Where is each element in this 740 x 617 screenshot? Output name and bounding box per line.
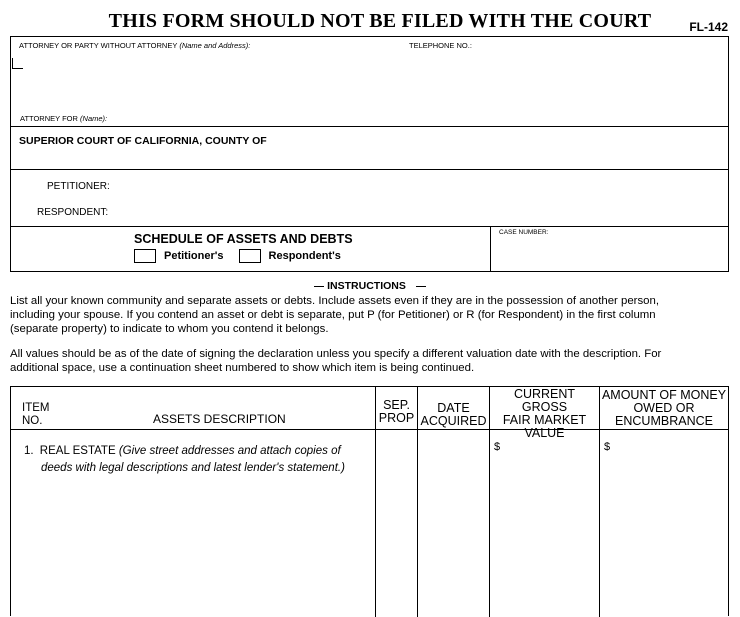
header-value-line1: CURRENT GROSS bbox=[513, 387, 576, 414]
dash-left bbox=[314, 286, 324, 287]
row1-hint-line1: (Give street addresses and attach copies of bbox=[118, 445, 341, 457]
dash-right bbox=[416, 286, 426, 287]
instructions-paragraph-2 bbox=[10, 347, 735, 375]
attorney-box bbox=[10, 36, 729, 127]
parties-box bbox=[10, 169, 729, 227]
row1-sep-prop-field[interactable] bbox=[378, 437, 414, 607]
instructions-p1-line2: including your spouse. If you contend an asset or debt is separate, put P (for Petitioner) or R (for Respondent) in the first column bbox=[10, 309, 656, 321]
header-date-line2: ACQUIRED bbox=[420, 414, 487, 428]
respondent-field[interactable] bbox=[123, 205, 713, 219]
header-sep-prop bbox=[376, 399, 417, 425]
form-number: FL-142 bbox=[689, 20, 728, 34]
row1-number: 1. bbox=[24, 445, 34, 457]
row1-line2 bbox=[24, 460, 345, 477]
col-current-value bbox=[489, 387, 599, 617]
case-number-divider bbox=[490, 227, 491, 271]
respondent-checkbox[interactable] bbox=[239, 249, 261, 263]
court-box bbox=[10, 126, 729, 170]
row1-date-field[interactable] bbox=[420, 437, 486, 607]
header-owed-line2: OWED OR bbox=[633, 401, 695, 415]
row1-owed-field[interactable] bbox=[604, 441, 724, 457]
header-item-no bbox=[22, 402, 49, 428]
form-title: THIS FORM SHOULD NOT BE FILED WITH THE COURT bbox=[108, 10, 652, 32]
header-value-line3: VALUE bbox=[524, 426, 565, 440]
row1-value-dollar: $ bbox=[494, 441, 501, 453]
header-date-line1: DATE bbox=[437, 401, 470, 415]
schedule-title: SCHEDULE OF ASSETS AND DEBTS bbox=[134, 232, 353, 246]
col-date-acquired bbox=[417, 387, 489, 617]
header-owed-line1: AMOUNT OF MONEY bbox=[601, 388, 727, 402]
county-field[interactable] bbox=[276, 133, 716, 147]
court-label: SUPERIOR COURT OF CALIFORNIA, COUNTY OF bbox=[19, 135, 267, 147]
petitioner-label: PETITIONER: bbox=[47, 181, 110, 192]
row1-line1 bbox=[24, 443, 345, 460]
row1-description-field[interactable] bbox=[15, 482, 370, 602]
text-cursor bbox=[12, 58, 23, 69]
instructions-title: INSTRUCTIONS bbox=[327, 280, 406, 292]
col-amount-owed bbox=[599, 387, 728, 617]
case-number-label: CASE NUMBER: bbox=[499, 229, 549, 236]
respondent-label: RESPONDENT: bbox=[37, 207, 109, 218]
assets-table bbox=[10, 386, 729, 616]
header-amount-owed bbox=[600, 389, 728, 428]
header-item-line1: ITEM bbox=[22, 402, 50, 414]
telephone-label: TELEPHONE NO.: bbox=[409, 41, 472, 50]
header-sep-line2: PROP bbox=[378, 411, 415, 425]
attorney-for-field[interactable] bbox=[111, 112, 711, 124]
petitioner-field[interactable] bbox=[123, 179, 713, 193]
schedule-box bbox=[10, 226, 729, 272]
header-value-line2: FAIR MARKET bbox=[502, 413, 587, 427]
attorney-label: ATTORNEY OR PARTY WITHOUT ATTORNEY (Name and Address): bbox=[19, 41, 251, 50]
case-number-field[interactable] bbox=[499, 241, 724, 267]
attorney-for-label: ATTORNEY FOR (Name): bbox=[20, 114, 108, 123]
telephone-field[interactable] bbox=[481, 39, 721, 51]
petitioner-checkbox[interactable] bbox=[134, 249, 156, 263]
row1-value-field[interactable] bbox=[494, 441, 594, 457]
schedule-options bbox=[134, 249, 341, 263]
header-sep-line1: SEP. bbox=[383, 398, 410, 412]
instructions-p1-line1: List all your known community and separate assets or debts. Include assets even if they are in the possession of another person, bbox=[10, 295, 659, 307]
instructions-p2-line1: All values should be as of the date of signing the declaration unless you specify a different valuation date with the description. For bbox=[10, 348, 662, 360]
col-sep-prop bbox=[375, 387, 417, 617]
instructions-heading bbox=[0, 280, 740, 292]
petitioner-option-label: Petitioner's bbox=[164, 249, 224, 262]
header-date-acquired bbox=[418, 402, 489, 428]
row1-owed-dollar: $ bbox=[604, 441, 611, 453]
instructions-p2-line2: additional space, use a continuation sheet numbered to show which item is being continued. bbox=[10, 362, 475, 374]
instructions-p1-line3: (separate property) to indicate to whom you contend it belongs. bbox=[10, 323, 329, 335]
row1-title: REAL ESTATE bbox=[39, 445, 116, 457]
header-assets-description: ASSETS DESCRIPTION bbox=[153, 412, 286, 426]
header-item-line2: NO. bbox=[22, 415, 43, 427]
attorney-name-field[interactable] bbox=[11, 53, 401, 113]
header-current-value bbox=[490, 388, 599, 440]
row1-description bbox=[24, 443, 345, 477]
header-owed-line3: ENCUMBRANCE bbox=[615, 414, 713, 428]
row1-hint-line2: deeds with legal descriptions and latest lender's statement.) bbox=[41, 462, 345, 474]
respondent-option-label: Respondent's bbox=[268, 249, 341, 262]
instructions-paragraph-1 bbox=[10, 294, 735, 336]
